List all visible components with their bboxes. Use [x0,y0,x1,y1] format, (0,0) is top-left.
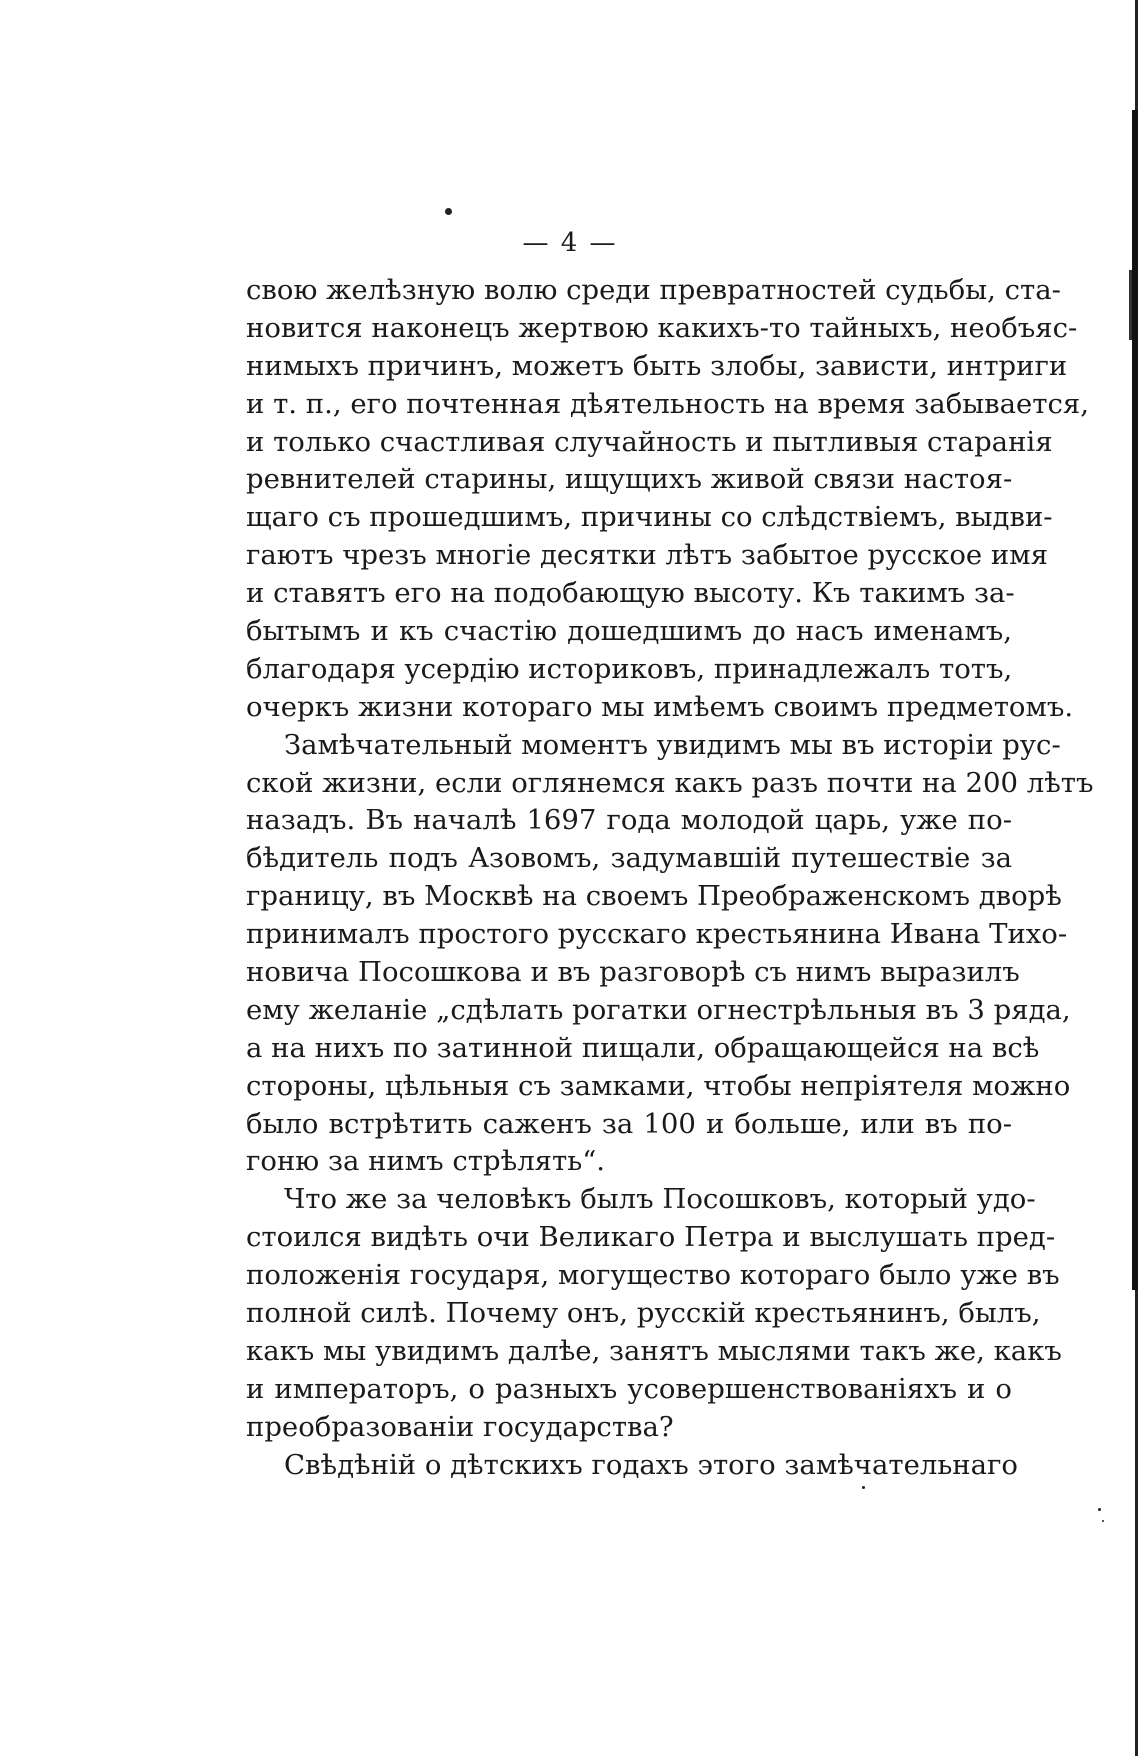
text-line: и т. п., его почтенная дѣятельность на время забывается, [246,387,1090,420]
ink-speck [445,208,452,215]
text-line: а на нихъ по затинной пищали, обращающейся на всѣ [246,1031,1040,1064]
text-line: стоился видѣть очи Великаго Петра и выслушать пред- [246,1221,1056,1254]
page-edge-binding [1132,110,1138,1290]
text-line: назадъ. Въ началѣ 1697 года молодой царь, уже по- [246,804,1012,837]
text-line: положенія государя, могущество котораго было уже въ [246,1259,1060,1292]
text-line: ревнителей старины, ищущихъ живой связи настоя- [246,463,1013,496]
ink-speck [862,1486,865,1489]
text-line: было встрѣтить саженъ за 100 и больше, или въ по- [246,1107,1012,1140]
text-line: преобразованіи государства? [246,1410,674,1443]
paragraph [246,727,1094,1182]
text-line: бѣдитель подъ Азовомъ, задумавшій путешествіе за [246,842,1012,875]
paragraph [246,272,1090,727]
text-line: Замѣчательный моментъ увидимъ мы въ исторіи рус- [284,728,1061,761]
text-line: ской жизни, если оглянемся какъ разъ почти на 200 лѣтъ [246,766,1094,799]
text-line: новича Посошкова и въ разговорѣ съ нимъ выразилъ [246,956,1020,989]
body-text [246,272,1094,1485]
text-line: щаго съ прошедшимъ, причины со слѣдствіемъ, выдви- [246,501,1053,534]
page-edge-mark [1129,270,1132,340]
text-line: и только счастливая случайность и пытливыя старанія [246,425,1053,458]
text-line: гоню за нимъ стрѣлять“. [246,1145,606,1178]
text-line: и императоръ, о разныхъ усовершенствованіяхъ и о [246,1372,1012,1405]
text-line: полной силѣ. Почему онъ, русскій крестьянинъ, былъ, [246,1297,1041,1330]
text-line: нимыхъ причинъ, можетъ быть злобы, зависти, интриги [246,349,1068,382]
page-number: — 4 — [522,228,618,258]
ink-speck [1098,1508,1101,1511]
text-line: новится наконецъ жертвою какихъ-то тайныхъ, необъяс- [246,311,1078,344]
paragraph [246,1447,1018,1485]
ink-speck [1102,1520,1104,1522]
text-line: Что же за человѣкъ былъ Посошковъ, который удо- [284,1183,1036,1216]
text-line: границу, въ Москвѣ на своемъ Преображенскомъ дворѣ [246,880,1062,913]
paragraph [246,1181,1062,1446]
text-line: очеркъ жизни котораго мы имѣемъ своимъ предметомъ. [246,690,1074,723]
text-line: стороны, цѣльныя съ замками, чтобы непріятеля можно [246,1069,1071,1102]
text-line: бытымъ и къ счастію дошедшимъ до насъ именамъ, [246,615,1012,648]
text-line: ему желаніе „сдѣлать рогатки огнестрѣльныя въ 3 ряда, [246,993,1071,1026]
text-line: и ставятъ его на подобающую высоту. Къ такимъ за- [246,577,1015,610]
text-line: гаютъ чрезъ многіе десятки лѣтъ забытое русское имя [246,539,1048,572]
text-line: свою желѣзную волю среди превратностей судьбы, ста- [246,274,1061,306]
text-line: какъ мы увидимъ далѣе, занятъ мыслями такъ же, какъ [246,1334,1062,1367]
text-line: Свѣдѣній о дѣтскихъ годахъ этого замѣчательнаго [284,1448,1018,1481]
text-line: благодаря усердію историковъ, принадлежалъ тотъ, [246,652,1013,685]
text-line: принималъ простого русскаго крестьянина Ивана Тихо- [246,918,1068,951]
